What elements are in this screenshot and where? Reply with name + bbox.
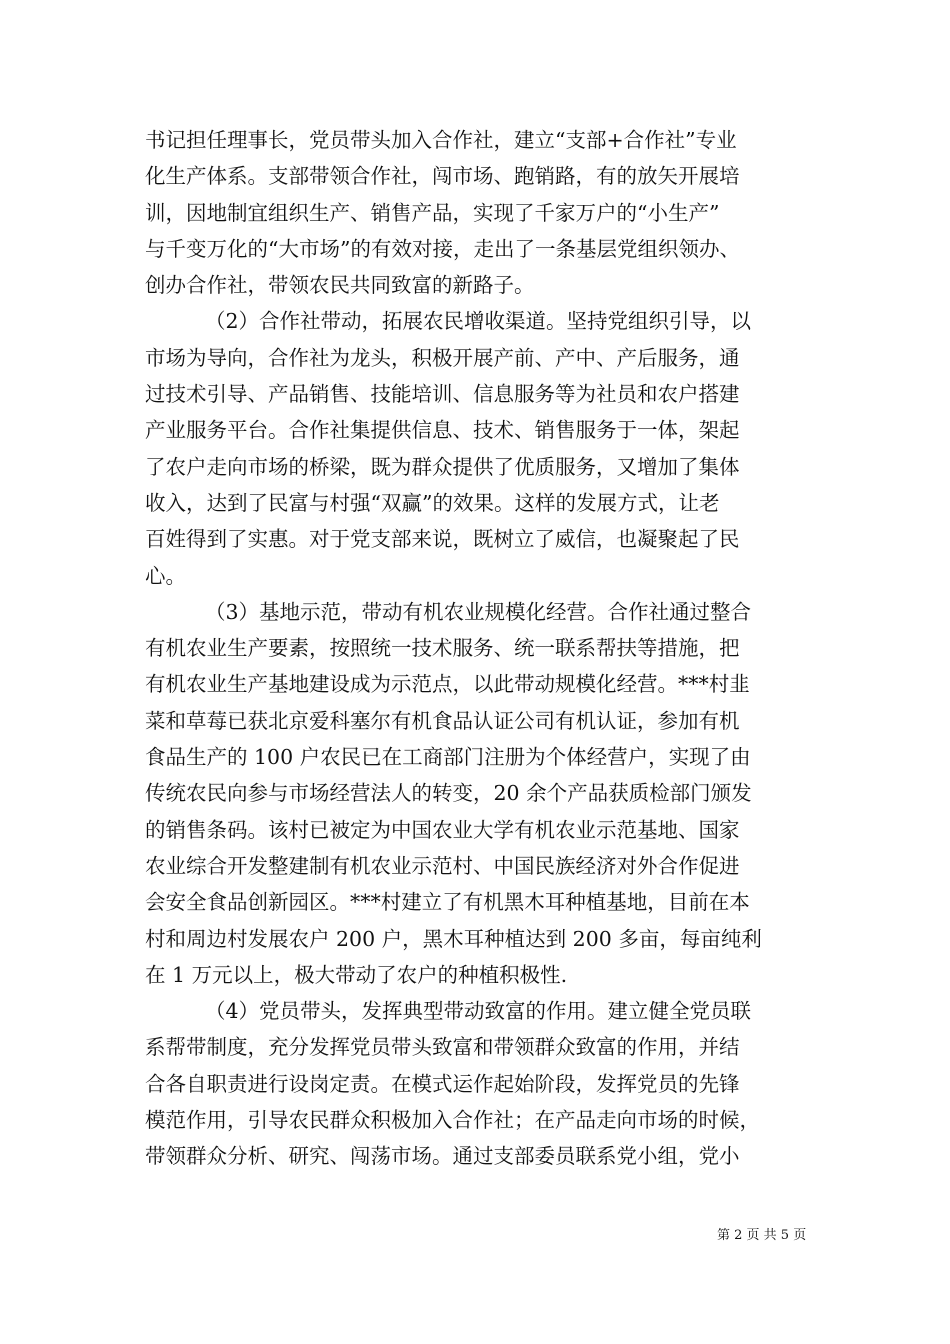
text-line: 有机农业生产基地建设成为示范点，以此带动规模化经营。***村韭	[145, 672, 750, 697]
text-line: 收入，达到了民富与村强“双赢”的效果。这样的发展方式，让老	[145, 490, 720, 515]
text-line: 在 1 万元以上，极大带动了农户的种植积极性.	[145, 962, 568, 987]
document-body	[145, 122, 815, 1175]
text-line: 合各自职责进行设岗定责。在模式运作起始阶段，发挥党员的先锋	[145, 1071, 740, 1096]
text-line: 化生产体系。支部带领合作社，闯市场、跑销路，有的放矢开展培	[145, 164, 740, 189]
text-line: 的销售条码。该村已被定为中国农业大学有机农业示范基地、国家	[145, 817, 740, 842]
paragraph-2-start: （2）合作社带动，拓展农民增收渠道。坚持党组织引导，以	[205, 309, 752, 334]
text-line: 会安全食品创新园区。***村建立了有机黑木耳种植基地，目前在本	[145, 890, 750, 915]
text-line: 百姓得到了实惠。对于党支部来说，既树立了威信，也凝聚起了民	[145, 527, 740, 552]
text-line: 产业服务平台。合作社集提供信息、技术、销售服务于一体，架起	[145, 418, 740, 443]
text-line: 菜和草莓已获北京爱科塞尔有机食品认证公司有机认证，参加有机	[145, 708, 740, 733]
text-line: 食品生产的 100 户农民已在工商部门注册为个体经营户，实现了由	[145, 745, 751, 770]
text-line: 模范作用，引导农民群众积极加入合作社；在产品走向市场的时候，	[145, 1108, 760, 1133]
text-line: 训，因地制宜组织生产、销售产品，实现了千家万户的“小生产”	[145, 200, 720, 225]
text-line: 有机农业生产要素，按照统一技术服务、统一联系帮扶等措施，把	[145, 636, 740, 661]
text-line: 心。	[145, 563, 186, 588]
text-line: 创办合作社，带领农民共同致富的新路子。	[145, 273, 535, 298]
text-line: 村和周边村发展农户 200 户，黑木耳种植达到 200 多亩，每亩纯利	[145, 926, 762, 951]
text-line: 市场为导向，合作社为龙头，积极开展产前、产中、产后服务，通	[145, 345, 740, 370]
text-line: 与千变万化的“大市场”的有效对接，走出了一条基层党组织领办、	[145, 236, 740, 261]
text-line: 系帮带制度，充分发挥党员带头致富和带领群众致富的作用，并结	[145, 1035, 740, 1060]
text-line: 农业综合开发整建制有机农业示范村、中国民族经济对外合作促进	[145, 853, 740, 878]
text-line: 了农户走向市场的桥梁，既为群众提供了优质服务，又增加了集体	[145, 454, 740, 479]
text-line: 传统农民向参与市场经营法人的转变，20 余个产品获质检部门颁发	[145, 781, 752, 806]
paragraph-4-start: （4）党员带头，发挥典型带动致富的作用。建立健全党员联	[205, 999, 752, 1024]
paragraph-3-start: （3）基地示范，带动有机农业规模化经营。合作社通过整合	[205, 599, 752, 624]
page-number-footer: 第 2 页 共 5 页	[717, 1228, 807, 1243]
text-line: 带领群众分析、研究、闯荡市场。通过支部委员联系党小组，党小	[145, 1144, 740, 1169]
text-line: 过技术引导、产品销售、技能培训、信息服务等为社员和农户搭建	[145, 382, 740, 407]
text-line: 书记担任理事长，党员带头加入合作社，建立“支部+合作社”专业	[145, 128, 737, 152]
